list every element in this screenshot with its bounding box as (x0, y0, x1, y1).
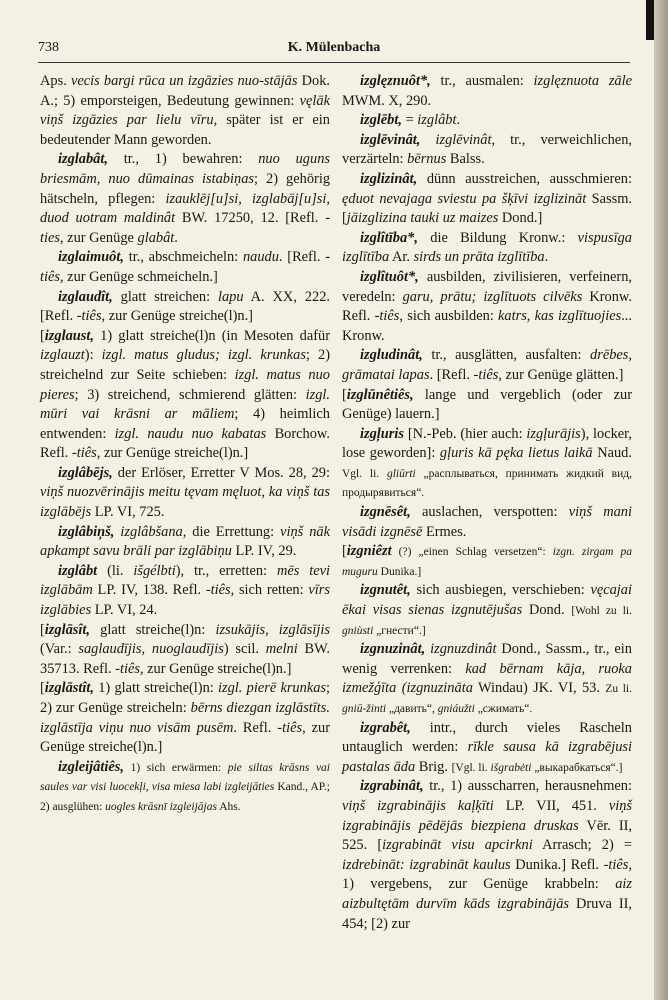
etymology-note: [Wohl zu li. (571, 605, 632, 618)
dictionary-entry (342, 777, 632, 934)
dictionary-entry (40, 679, 330, 757)
definition-text: tr., 1) bewahren: (107, 151, 259, 168)
headword: izglēvinât, (360, 131, 421, 148)
definition-text: , sich retten: (230, 582, 309, 599)
headword: izglabât, (58, 151, 108, 168)
dictionary-entry (342, 503, 632, 542)
right-column (342, 72, 632, 934)
definition-text: ausbilden, zivilisieren, verfeinern, veredeln: (342, 268, 632, 305)
definition-text: Windau) JK. VI, 53. (472, 680, 606, 697)
etymology-note: Ahs. (216, 800, 241, 813)
definition-text: [ (40, 327, 45, 344)
example-text: viņš mani visādi izgnēsē (342, 504, 633, 540)
headword: izgnutêt, (360, 582, 411, 599)
example-text: viņš nuozvērinājis meitu tęvam męluot, ka viņš tas izglābējs (40, 484, 330, 521)
definition-text: = (401, 112, 418, 129)
definition-text: 1) glatt streiche(l)n: (93, 680, 219, 697)
etymology-example: gliūrti (386, 467, 416, 480)
example-text: ęduot nevajaga sviestu pa šķīvi izglizināt (342, 190, 587, 207)
example-text: izgl. mūri vai krāsni ar māliem (40, 386, 330, 423)
headword: izglāstît, (44, 680, 94, 697)
example-text: izauklēj[u]si, izglabāj[u]si, duod uotram maldinât (40, 190, 330, 227)
etymology-note: „гнести“.] (373, 624, 426, 637)
etymology-example: gniùsti (342, 624, 374, 637)
headword: izglūnêtiês, (346, 386, 414, 403)
definition-text: [ (342, 543, 347, 560)
headword: izglaust, (44, 327, 94, 344)
definition-text: tr., 1) ausscharren, herausnehmen: (423, 778, 632, 795)
definition-text: . (456, 112, 461, 129)
definition-text: ; 2) streichelnd zur Seite schieben: (40, 347, 330, 383)
etymology-example: pie siltas krāsns vai saules var visi luocekļi, visa miesa labi izgleijāties (40, 761, 330, 794)
example-text: viņš izgrabinājis kaļķīti (342, 797, 494, 814)
definition-text: , zur Genüge (59, 229, 138, 246)
example-text: lapu (217, 288, 244, 305)
example-text: vęcajai ēkai visas sienas izgnutējušas (342, 582, 632, 619)
example-text: -tiês (115, 660, 140, 677)
example-text: drēbes, grāmatai lapas (342, 347, 632, 383)
dictionary-entry (40, 248, 330, 287)
page-edge-shadow (654, 0, 668, 1000)
example-text: izgl. pierē krunkas (218, 680, 327, 697)
example-text: katrs, kas izglītuojies (498, 308, 622, 325)
example-text: išgélbti (133, 562, 176, 579)
dictionary-entry (342, 719, 632, 778)
dictionary-entry (40, 72, 330, 150)
definition-text: ), tr., erretten: (175, 562, 277, 579)
definition-text: der Erlöser, Erretter V Mos. 28, 29: (112, 464, 330, 481)
etymology-note: „выкарабкаться“.] (531, 761, 623, 774)
definition-text: LP. IV, 138. Refl. (92, 582, 206, 599)
headword: izglizinât, (360, 170, 418, 187)
definition-text: 1) glatt streiche(l)n (in Mesoten dafür (93, 327, 330, 344)
definition-text: . [Refl. (278, 249, 326, 266)
example-text: izgnuzdinât (430, 641, 497, 658)
example-text: izglauzt (40, 347, 85, 364)
example-text: izgl. matus nuo pieres (40, 366, 330, 403)
definition-text: . (544, 249, 549, 266)
definition-text: , tr., verweichlichen, verzärteln: (342, 131, 632, 168)
definition-text: , zur Genüge glätten.] (498, 366, 624, 383)
etymology-note: Zu li. (605, 683, 632, 696)
headword: izglâbējs, (58, 464, 113, 481)
example-text: izdrebināt: izgrabināt kaulus (342, 856, 511, 873)
example-text: rīkle sausa kā izgrabējusi pastalas āda (342, 739, 632, 775)
example-text: sirds un prāta izglītība (413, 249, 545, 266)
definition-text: ): (84, 347, 102, 364)
definition-text: , zur Genüge streiche(l)n.] (96, 445, 249, 462)
definition-text: Druva II, 454; [2) zur (342, 895, 633, 932)
page-number: 738 (38, 40, 59, 55)
example-text: mēs tevi izglābām (40, 562, 330, 599)
headword: izgnēsêt, (360, 504, 411, 521)
dictionary-entry (342, 131, 632, 170)
definition-text: A. XX, 222. [Refl. (40, 288, 330, 325)
definition-text: , später ist er ein bedeutender Mann geworden. (40, 112, 330, 148)
definition-text: auslachen, verspotten: (410, 504, 569, 521)
definition-text: ; 2) gehörig hätscheln, pflegen: (40, 170, 331, 207)
example-text: vęlāk viņš izgāzies par lielu vīru (40, 92, 330, 129)
definition-text: . [Refl. (429, 366, 474, 383)
definition-text: [ (342, 386, 347, 403)
example-text: glabât (137, 229, 175, 246)
definition-text: LP. VII, 451. (493, 797, 609, 814)
example-text: kad bērnam kāja, ruoka izmežģīta (izgnuzināta (342, 660, 633, 697)
example-text: jāizglizina tauki uz maizes (346, 210, 499, 227)
example-text: izgrabināt visu apcirkni (382, 837, 533, 854)
headword: izgļuris (360, 425, 404, 442)
etymology-note: „давить“, (386, 703, 438, 715)
definition-text: glatt streiche(l)n: (89, 621, 216, 638)
definition-text: sich ausbiegen, verschieben: (410, 582, 591, 599)
example-text: aiz aizbultętām durvīm kāds izgrabinājās (342, 876, 632, 912)
running-title: K. Mülenbacha (287, 40, 381, 55)
example-text: garu, prātu; izglītuots cilvēks (402, 288, 583, 305)
definition-text: BW. 35713. Refl. (40, 641, 330, 677)
headword: izglâbt (58, 562, 98, 579)
etymology-note: (?) „einen Schlag versetzen“: (391, 546, 553, 559)
definition-text: tr., ausglätten, ausfalten: (422, 347, 591, 364)
definition-text: Borchow. Refl. (40, 425, 330, 462)
left-column (40, 72, 330, 817)
definition-text: [ (40, 680, 45, 697)
definition-text: , zur Genüge streiche(l)n.] (40, 719, 331, 756)
headword: izglâbiņš, (58, 523, 115, 540)
etymology-example: gniáužti (437, 703, 475, 715)
definition-text: , zur Genüge streiche(l)n.] (139, 660, 292, 677)
definition-text: Sassm. [ (342, 190, 632, 227)
example-text: gļuris kā pęka lietus laikā (439, 445, 593, 462)
definition-text: MWM. X, 290. (342, 92, 432, 109)
example-text: -tiês (205, 582, 231, 599)
definition-text: tr., ausmalen: (430, 73, 534, 89)
dictionary-entry (40, 523, 330, 562)
definition-text: Dond., Sassm., tr., ein wenig verrenken: (342, 641, 632, 677)
definition-text: (li. (97, 562, 134, 579)
dictionary-entry (342, 425, 632, 503)
definition-text: . Refl. (233, 719, 278, 736)
definition-text: ; 4) heimlich entwenden: (40, 406, 330, 442)
definition-text: Dok. A.; 5) emporsteigen, Bedeutung gewinnen: (40, 73, 330, 109)
dictionary-entry (342, 111, 632, 131)
example-text: vīrs izglābies (40, 582, 330, 619)
etymology-example: gniū-žinti (342, 703, 387, 715)
example-text: -tiês (603, 856, 629, 873)
dictionary-entry (342, 542, 632, 581)
example-text: izglâbšana (120, 523, 183, 540)
dictionary-entry (40, 150, 330, 248)
etymology-note: „расплываться, принимать жидкий вид, продырявиться“. (342, 467, 632, 500)
definition-text: [ (40, 621, 45, 638)
example-text: izsukājis, izglāsījis (215, 621, 330, 638)
definition-text: , 1) vergebens, zur Genüge krabbeln: (342, 856, 633, 893)
example-text: vecis bargi rūca un izgāzies nuo-stājās (70, 73, 298, 89)
definition-text: Ermes. (422, 523, 467, 540)
headword: izgrabinât, (360, 778, 424, 795)
headword: izglāsît, (44, 621, 90, 638)
example-text: nuo uguns briesmām, nuo dūmainas istabiņas (40, 151, 330, 187)
example-text: izgļurājis (526, 425, 581, 442)
definition-text: glatt streichen: (112, 288, 218, 305)
dictionary-entry (40, 327, 330, 464)
definition-text: , zur Genüge streiche(l)n.] (101, 308, 253, 325)
definition-text: dünn ausstreichen, ausschmieren: (417, 170, 632, 187)
example-text: izglâbt (417, 112, 457, 129)
headword: izgrabêt, (360, 719, 411, 736)
etymology-note: 1) sich erwärmen: (123, 761, 228, 774)
example-text: izglēvinât (435, 131, 492, 148)
definition-text: . (174, 229, 178, 246)
example-text: -ties (40, 210, 330, 246)
headword: izglîtība*, (360, 229, 418, 246)
definition-text: Naud. (592, 445, 632, 462)
example-text: bērnus (407, 151, 447, 168)
headword: izglēbt, (360, 112, 402, 129)
definition-text: , zur Genüge schmeicheln.] (59, 268, 218, 285)
example-text: viņš izgrabinājis pēdējās biezpiena druskas (342, 797, 632, 834)
example-text: izglęznuota zāle (533, 73, 633, 89)
definition-text: ; 2) zur Genüge streicheln: (40, 680, 331, 716)
etymology-example: išgrabėti (490, 761, 532, 774)
definition-text: Vēr. II, 525. [ (342, 817, 632, 854)
example-text: -tiês (473, 366, 499, 383)
definition-text: ; 3) streichend, schmierend glätten: (74, 386, 306, 403)
headword: izgnuzinât, (360, 641, 426, 658)
example-text: -tiês (71, 445, 97, 462)
example-text: -tiês (40, 249, 330, 285)
example-text: -tiês (277, 719, 303, 736)
dictionary-entry (342, 268, 632, 346)
dictionary-entry (40, 562, 330, 621)
definition-text: die Bildung Kronw.: (417, 229, 578, 246)
dictionary-entry (342, 581, 632, 640)
etymology-note: „сжимать“. (474, 703, 533, 715)
headword: izgludinât, (360, 347, 423, 364)
definition-text: Aps. (40, 73, 71, 89)
example-text: izgl. matus gludus; izgl. krunkas (101, 347, 306, 364)
definition-text: Balss. (446, 151, 485, 168)
example-text: saglaudījis, nuoglaudījis (78, 641, 224, 658)
etymology-example: uogles krāsnī izgleijājas (105, 800, 217, 813)
dictionary-entry (342, 386, 632, 425)
dictionary-entry (40, 758, 330, 817)
etymology-note: [Vgl. li. (451, 761, 491, 774)
headword: izgleijâtiês, (58, 758, 124, 775)
dictionary-entry (342, 346, 632, 385)
definition-text: Ar. (389, 249, 414, 266)
definition-text: Dond.] (498, 210, 543, 227)
definition-text: Kronw. Refl. (342, 288, 632, 325)
example-text: bērns diezgan izglāstīts. izglāstīja viņu nuo visām pusēm (40, 700, 330, 736)
definition-text: LP. VI, 725. (91, 504, 165, 521)
corner-marker (646, 0, 654, 40)
headword: izgniêzt (346, 543, 392, 560)
definition-text: Brig. (415, 758, 452, 775)
definition-text: Arrasch; 2) = (532, 837, 632, 854)
definition-text: BW. 17250, 12. [Refl. (175, 210, 326, 227)
etymology-note: Kand., AP.; 2) ausglühen: (40, 781, 330, 813)
example-text: melni (265, 641, 298, 658)
example-text: naudu (242, 249, 279, 266)
definition-text: [N.-Peb. (hier auch: (404, 425, 527, 442)
definition-text: lange und vergeblich (oder zur Genüge) lauern.] (342, 386, 632, 423)
example-text: izgl. naudu nuo kabatas (114, 425, 267, 442)
definition-text: ... Kronw. (342, 308, 632, 344)
headword: izglaudît, (58, 288, 113, 305)
definition-text: ) scil. (223, 641, 266, 658)
running-header (38, 38, 630, 63)
definition-text: intr., durch vieles Rascheln untauglich werden: (342, 719, 632, 756)
dictionary-entry (342, 640, 632, 718)
example-text: -tiês (374, 308, 400, 325)
example-text: vispusīga izglītība (342, 229, 632, 266)
definition-text: LP. VI, 24. (91, 602, 158, 619)
etymology-note: Vgl. li. (342, 467, 387, 480)
headword: izglîtuôt*, (360, 268, 419, 285)
example-text: -tiês (76, 308, 102, 325)
definition-text: ), locker, lose geworden]: (342, 425, 632, 462)
definition-text: Dunika.] Refl. (510, 856, 604, 873)
etymology-note: Dunika.] (377, 565, 422, 578)
headword: izglaimuôt, (58, 249, 124, 266)
definition-text (420, 132, 435, 148)
definition-text: , sich ausbilden: (399, 308, 499, 325)
dictionary-entry (40, 288, 330, 327)
definition-text: LP. IV, 29. (231, 543, 297, 560)
dictionary-entry (342, 229, 632, 268)
dictionary-entry (40, 621, 330, 680)
dictionary-entry (40, 464, 330, 523)
definition-text: (Var.: (40, 641, 79, 658)
dictionary-entry (342, 72, 632, 111)
example-text: viņš nāk apkampt savu brāli par izglābiņu (40, 523, 330, 560)
etymology-example: izgn. zirgam pa muguru (342, 546, 632, 578)
dictionary-entry (342, 170, 632, 229)
definition-text: , die Errettung: (182, 523, 281, 540)
definition-text: tr., abschmeicheln: (123, 249, 243, 266)
definition-text: Dond. (522, 602, 572, 619)
headword: izglęznuôt*, (360, 73, 431, 89)
